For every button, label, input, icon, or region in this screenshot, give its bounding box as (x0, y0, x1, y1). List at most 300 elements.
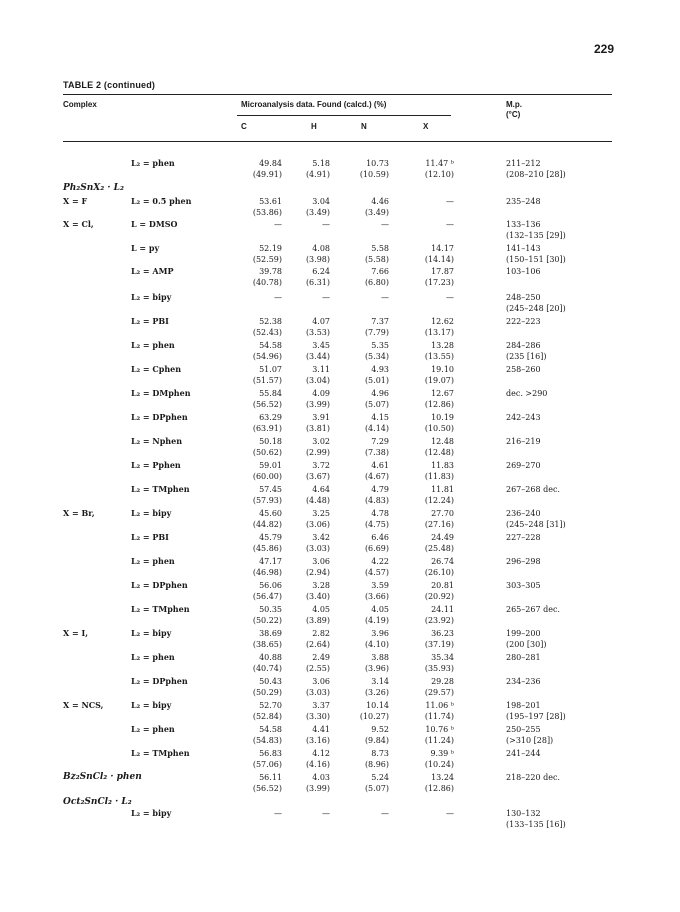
table-row (0, 292, 680, 318)
cell-c-found: 52.19 (259, 244, 282, 253)
cell-mp-calc: (245–248 [20]) (506, 304, 566, 313)
cell-n-found: 4.22 (371, 557, 389, 566)
cell-x-found: 27.70 (431, 509, 454, 518)
row-ligand: L₂ = Nphen (131, 436, 183, 446)
cell-mp-calc: (195–197 [28]) (506, 712, 566, 721)
cell-c-found: 55.84 (259, 389, 282, 398)
cell-c-found: 51.07 (259, 365, 282, 374)
cell-n-found: — (381, 220, 389, 229)
cell-n-found: 7.29 (371, 437, 389, 446)
table-row (0, 484, 680, 510)
cell-x-calc: (20.92) (424, 592, 454, 601)
cell-x-calc: (23.92) (424, 616, 454, 625)
row-ligand: L₂ = bipy (131, 808, 172, 818)
cell-n-calc: (4.19) (364, 616, 389, 625)
cell-c-found: — (274, 293, 282, 302)
table-row (0, 532, 680, 558)
cell-c-found: 63.29 (259, 413, 282, 422)
cell-mp-found: 234–236 (506, 677, 541, 686)
cell-h-calc: (3.30) (305, 712, 330, 721)
cell-h-calc: (3.99) (305, 784, 330, 793)
cell-h-found: 3.06 (312, 677, 330, 686)
cell-n-calc: (3.96) (364, 664, 389, 673)
table-row (0, 808, 680, 834)
cell-mp-found: 267–268 dec. (506, 485, 560, 494)
cell-x-calc: (11.24) (424, 736, 454, 745)
cell-h-found: 2.49 (312, 653, 330, 662)
cell-x-calc: (29.57) (424, 688, 454, 697)
row-ligand: L₂ = PBI (131, 532, 169, 542)
cell-mp-found: 198–201 (506, 701, 541, 710)
cell-x-calc: (12.24) (424, 496, 454, 505)
cell-mp-calc: (235 [16]) (506, 352, 547, 361)
cell-x-found: — (446, 293, 454, 302)
row-group: X = Cl, (63, 219, 94, 229)
cell-h-found: 3.91 (312, 413, 330, 422)
cell-c-calc: (50.29) (252, 688, 282, 697)
cell-h-found: 4.07 (312, 317, 330, 326)
row-ligand: L₂ = DPphen (131, 580, 188, 590)
cell-c-calc: (54.83) (252, 736, 282, 745)
table-row (0, 158, 680, 184)
cell-x-calc: (35.93) (424, 664, 454, 673)
cell-n-found: 3.96 (371, 629, 389, 638)
cell-n-calc: (4.14) (364, 424, 389, 433)
cell-c-calc: (44.82) (252, 520, 282, 529)
row-group: Ph₂SnX₂ · L₂ (63, 183, 124, 193)
cell-c-calc: (63.91) (252, 424, 282, 433)
cell-x-found: — (446, 220, 454, 229)
cell-mp-found: 269–270 (506, 461, 541, 470)
cell-mp-found: 280–281 (506, 653, 541, 662)
cell-c-found: 40.88 (259, 653, 282, 662)
cell-mp-found: 265–267 dec. (506, 605, 560, 614)
cell-c-calc: (57.06) (252, 760, 282, 769)
cell-n-found: 6.46 (371, 533, 389, 542)
cell-h-found: 4.12 (312, 749, 330, 758)
cell-h-found: 3.42 (312, 533, 330, 542)
row-ligand: L₂ = 0.5 phen (131, 196, 192, 206)
cell-x-found: 20.81 (431, 581, 454, 590)
cell-c-found: 59.01 (259, 461, 282, 470)
cell-h-calc: (4.91) (305, 170, 330, 179)
cell-n-found: 5.58 (371, 244, 389, 253)
cell-h-calc: (3.03) (305, 544, 330, 553)
cell-mp-calc: (132–135 [29]) (506, 231, 566, 240)
cell-x-calc: (14.14) (424, 255, 454, 264)
cell-n-calc: (4.83) (364, 496, 389, 505)
cell-c-found: 47.17 (259, 557, 282, 566)
cell-h-found: 3.28 (312, 581, 330, 590)
cell-c-calc: (56.47) (252, 592, 282, 601)
page-number: 229 (594, 42, 615, 56)
cell-x-calc: (11.74) (424, 712, 454, 721)
cell-x-calc: (37.19) (424, 640, 454, 649)
cell-n-found: — (381, 809, 389, 818)
row-ligand: L₂ = TMphen (131, 748, 190, 758)
cell-x-found: — (446, 809, 454, 818)
cell-mp-calc: (200 [30]) (506, 640, 547, 649)
cell-c-found: 57.45 (259, 485, 282, 494)
cell-h-found: — (322, 809, 330, 818)
cell-c-found: 52.70 (259, 701, 282, 710)
cell-h-found: 4.08 (312, 244, 330, 253)
cell-h-calc: (2.55) (305, 664, 330, 673)
cell-h-calc: (4.48) (305, 496, 330, 505)
cell-c-calc: (57.93) (252, 496, 282, 505)
cell-n-found: 4.93 (371, 365, 389, 374)
cell-x-calc: (12.86) (424, 400, 454, 409)
cell-h-found: 3.02 (312, 437, 330, 446)
cell-n-calc: (4.75) (364, 520, 389, 529)
header-complex: Complex (63, 100, 97, 109)
row-ligand: L = py (131, 243, 160, 253)
cell-c-calc: (52.59) (252, 255, 282, 264)
cell-x-found: 26.74 (431, 557, 454, 566)
cell-c-calc: (53.86) (252, 208, 282, 217)
cell-n-calc: (5.34) (364, 352, 389, 361)
cell-h-calc: (3.16) (305, 736, 330, 745)
cell-c-calc: (56.52) (252, 400, 282, 409)
row-group: X = I, (63, 628, 89, 638)
row-ligand: L₂ = phen (131, 724, 175, 734)
cell-mp-found: 211–212 (506, 159, 541, 168)
cell-h-found: 4.09 (312, 389, 330, 398)
cell-c-calc: (60.00) (252, 472, 282, 481)
cell-x-found: 10.76 ᵇ (425, 725, 454, 734)
cell-n-found: 4.79 (371, 485, 389, 494)
cell-mp-found: 296–298 (506, 557, 541, 566)
cell-c-calc: (40.74) (252, 664, 282, 673)
cell-c-calc: (45.86) (252, 544, 282, 553)
cell-n-found: 4.78 (371, 509, 389, 518)
cell-x-found: 11.81 (431, 485, 454, 494)
row-ligand: L₂ = Cphen (131, 364, 182, 374)
cell-h-found: 6.24 (312, 267, 330, 276)
row-ligand: L₂ = DPphen (131, 676, 188, 686)
row-group: Oct₂SnCl₂ · L₂ (63, 797, 132, 807)
row-ligand: L = DMSO (131, 219, 178, 229)
cell-x-calc: (12.48) (424, 448, 454, 457)
cell-c-found: — (274, 220, 282, 229)
cell-n-found: 9.52 (371, 725, 389, 734)
cell-c-found: 49.84 (259, 159, 282, 168)
cell-x-found: 14.17 (431, 244, 454, 253)
cell-h-found: 3.11 (312, 365, 330, 374)
table-caption: TABLE 2 (continued) (63, 80, 156, 90)
cell-n-found: 7.66 (371, 267, 389, 276)
cell-h-found: 4.05 (312, 605, 330, 614)
cell-x-found: 9.39 ᵇ (430, 749, 454, 758)
cell-h-calc: (4.16) (305, 760, 330, 769)
row-ligand: L₂ = TMphen (131, 604, 190, 614)
table-row (0, 700, 680, 726)
table-row (0, 628, 680, 654)
cell-n-found: 5.24 (371, 773, 389, 782)
cell-h-calc: (3.89) (305, 616, 330, 625)
cell-c-found: 45.79 (259, 533, 282, 542)
cell-n-found: 4.61 (371, 461, 389, 470)
row-ligand: L₂ = bipy (131, 700, 172, 710)
cell-x-found: 17.87 (431, 267, 454, 276)
row-ligand: L₂ = bipy (131, 292, 172, 302)
cell-h-found: 3.72 (312, 461, 330, 470)
cell-c-calc: (40.78) (252, 278, 282, 287)
cell-c-calc: (50.22) (252, 616, 282, 625)
cell-mp-found: dec. >290 (506, 389, 548, 398)
cell-h-calc: (3.67) (305, 472, 330, 481)
table-row (0, 580, 680, 606)
cell-h-found: 4.03 (312, 773, 330, 782)
cell-n-calc: (10.27) (359, 712, 389, 721)
table-row (0, 266, 680, 292)
cell-x-found: 12.48 (431, 437, 454, 446)
cell-n-found: 3.14 (371, 677, 389, 686)
table-row (0, 508, 680, 534)
cell-n-found: 10.14 (366, 701, 389, 710)
cell-n-calc: (5.07) (364, 400, 389, 409)
cell-n-found: — (381, 293, 389, 302)
cell-n-calc: (7.79) (364, 328, 389, 337)
cell-n-found: 8.73 (371, 749, 389, 758)
cell-h-found: 4.41 (312, 725, 330, 734)
cell-h-found: 5.18 (312, 159, 330, 168)
cell-x-found: 12.62 (431, 317, 454, 326)
header-x: X (423, 122, 429, 131)
cell-x-calc: (10.24) (424, 760, 454, 769)
cell-x-found: 29.28 (431, 677, 454, 686)
cell-h-calc: (3.03) (305, 688, 330, 697)
cell-h-calc: (2.64) (305, 640, 330, 649)
header-n: N (361, 122, 367, 131)
cell-x-found: 11.47 ᵇ (425, 159, 454, 168)
cell-n-found: 5.35 (371, 341, 389, 350)
cell-h-calc: (3.99) (305, 400, 330, 409)
cell-n-calc: (7.38) (364, 448, 389, 457)
cell-h-calc: (3.04) (305, 376, 330, 385)
table-row (0, 340, 680, 366)
cell-h-found: 4.64 (312, 485, 330, 494)
cell-n-found: 4.46 (371, 197, 389, 206)
cell-n-calc: (5.01) (364, 376, 389, 385)
header-mp: M.p. (506, 100, 522, 109)
cell-c-found: 45.60 (259, 509, 282, 518)
cell-mp-found: 103–106 (506, 267, 541, 276)
cell-c-found: 53.61 (259, 197, 282, 206)
cell-x-found: 10.19 (431, 413, 454, 422)
cell-c-calc: (51.57) (252, 376, 282, 385)
row-ligand: L₂ = DMphen (131, 388, 191, 398)
cell-c-found: 56.11 (259, 773, 282, 782)
table-row (0, 364, 680, 390)
table-row (0, 388, 680, 414)
cell-x-found: 24.49 (431, 533, 454, 542)
cell-x-calc: (19.07) (424, 376, 454, 385)
cell-c-calc: (38.65) (252, 640, 282, 649)
cell-x-calc: (13.17) (424, 328, 454, 337)
cell-h-calc: (3.06) (305, 520, 330, 529)
cell-h-calc: (6.31) (305, 278, 330, 287)
cell-n-calc: (4.10) (364, 640, 389, 649)
cell-mp-found: 133–136 (506, 220, 541, 229)
cell-mp-found: 303–305 (506, 581, 541, 590)
cell-mp-found: 199–200 (506, 629, 541, 638)
cell-c-found: 50.35 (259, 605, 282, 614)
table-row (0, 652, 680, 678)
table-row (0, 676, 680, 702)
cell-x-found: 36.23 (431, 629, 454, 638)
cell-c-calc: (49.91) (252, 170, 282, 179)
cell-c-found: 50.18 (259, 437, 282, 446)
cell-h-found: 3.06 (312, 557, 330, 566)
cell-n-found: 4.15 (371, 413, 389, 422)
cell-h-calc: (3.44) (305, 352, 330, 361)
cell-mp-found: 235–248 (506, 197, 541, 206)
cell-x-calc: (26.10) (424, 568, 454, 577)
cell-mp-found: 141–143 (506, 244, 541, 253)
table-row (0, 316, 680, 342)
row-ligand: L₂ = Pphen (131, 460, 181, 470)
cell-h-found: 3.45 (312, 341, 330, 350)
cell-c-found: 54.58 (259, 725, 282, 734)
cell-n-found: 7.37 (371, 317, 389, 326)
cell-c-calc: (46.98) (252, 568, 282, 577)
cell-h-calc: (2.99) (305, 448, 330, 457)
cell-mp-calc: (208–210 [28]) (506, 170, 566, 179)
table-row (0, 724, 680, 750)
cell-n-calc: (5.58) (364, 255, 389, 264)
row-ligand: L₂ = phen (131, 158, 175, 168)
cell-x-calc: (11.83) (424, 472, 454, 481)
row-ligand: L₂ = phen (131, 556, 175, 566)
cell-mp-found: 284–286 (506, 341, 541, 350)
cell-x-found: 11.06 ᵇ (425, 701, 454, 710)
cell-n-found: 3.88 (371, 653, 389, 662)
cell-n-calc: (4.67) (364, 472, 389, 481)
cell-h-calc: (2.94) (305, 568, 330, 577)
cell-c-calc: (52.43) (252, 328, 282, 337)
row-group: X = Br, (63, 508, 95, 518)
table-row (0, 412, 680, 438)
cell-c-found: 39.78 (259, 267, 282, 276)
cell-mp-found: 130–132 (506, 809, 541, 818)
cell-x-found: 13.28 (431, 341, 454, 350)
cell-n-calc: (4.57) (364, 568, 389, 577)
cell-mp-found: 250–255 (506, 725, 541, 734)
row-group: X = NCS, (63, 700, 104, 710)
row-ligand: L₂ = phen (131, 340, 175, 350)
cell-n-calc: (3.49) (364, 208, 389, 217)
cell-c-found: 56.83 (259, 749, 282, 758)
cell-mp-found: 222–223 (506, 317, 541, 326)
cell-x-found: 19.10 (431, 365, 454, 374)
cell-x-calc: (12.86) (424, 784, 454, 793)
cell-c-found: 54.58 (259, 341, 282, 350)
cell-c-calc: (50.62) (252, 448, 282, 457)
cell-x-found: 13.24 (431, 773, 454, 782)
cell-h-found: 2.82 (312, 629, 330, 638)
row-ligand: L₂ = PBI (131, 316, 169, 326)
cell-x-found: 24.11 (431, 605, 454, 614)
cell-h-calc: (3.98) (305, 255, 330, 264)
cell-mp-found: 258–260 (506, 365, 541, 374)
cell-mp-calc: (>310 [28]) (506, 736, 554, 745)
cell-mp-found: 248–250 (506, 293, 541, 302)
row-ligand: L₂ = bipy (131, 508, 172, 518)
cell-x-calc: (27.16) (424, 520, 454, 529)
cell-mp-found: 227–228 (506, 533, 541, 542)
header-microanalysis: Microanalysis data. Found (calcd.) (%) (241, 100, 387, 109)
cell-mp-found: 242–243 (506, 413, 541, 422)
cell-n-calc: (3.26) (364, 688, 389, 697)
cell-x-found: 11.83 (431, 461, 454, 470)
cell-n-calc: (9.84) (364, 736, 389, 745)
cell-h-calc: (3.53) (305, 328, 330, 337)
cell-c-found: 56.06 (259, 581, 282, 590)
cell-n-calc: (6.69) (364, 544, 389, 553)
table-row (0, 219, 680, 245)
cell-c-calc: (56.52) (252, 784, 282, 793)
cell-c-calc: (54.96) (252, 352, 282, 361)
row-group: Bz₂SnCl₂ · phen (63, 772, 142, 782)
cell-x-calc: (12.10) (424, 170, 454, 179)
cell-mp-calc: (245–248 [31]) (506, 520, 566, 529)
cell-mp-found: 236–240 (506, 509, 541, 518)
cell-x-calc: (10.50) (424, 424, 454, 433)
cell-h-calc: (3.81) (305, 424, 330, 433)
header-c: C (241, 122, 247, 131)
header-mp-unit: (°C) (506, 110, 521, 119)
cell-h-calc: (3.49) (305, 208, 330, 217)
row-group: X = F (63, 196, 88, 206)
table-row (0, 748, 680, 774)
cell-n-found: 10.73 (366, 159, 389, 168)
cell-mp-calc: (133–135 [16]) (506, 820, 566, 829)
cell-h-found: 3.04 (312, 197, 330, 206)
cell-mp-calc: (150–151 [30]) (506, 255, 566, 264)
cell-n-found: 4.96 (371, 389, 389, 398)
cell-n-found: 3.59 (371, 581, 389, 590)
table-row (0, 436, 680, 462)
cell-h-calc: (3.40) (305, 592, 330, 601)
cell-h-found: 3.37 (312, 701, 330, 710)
cell-mp-found: 218–220 dec. (506, 773, 560, 782)
cell-n-found: 4.05 (371, 605, 389, 614)
cell-x-calc: (25.48) (424, 544, 454, 553)
row-ligand: L₂ = phen (131, 652, 175, 662)
cell-mp-found: 241–244 (506, 749, 541, 758)
row-ligand: L₂ = bipy (131, 628, 172, 638)
cell-c-calc: (52.84) (252, 712, 282, 721)
cell-n-calc: (3.66) (364, 592, 389, 601)
cell-c-found: — (274, 809, 282, 818)
row-ligand: L₂ = AMP (131, 266, 174, 276)
table-row (0, 556, 680, 582)
cell-c-found: 52.38 (259, 317, 282, 326)
cell-n-calc: (6.80) (364, 278, 389, 287)
cell-x-found: 12.67 (431, 389, 454, 398)
cell-mp-found: 216–219 (506, 437, 541, 446)
cell-h-found: — (322, 220, 330, 229)
cell-x-calc: (17.23) (424, 278, 454, 287)
cell-x-found: 35.34 (431, 653, 454, 662)
cell-h-found: 3.25 (312, 509, 330, 518)
cell-n-calc: (5.07) (364, 784, 389, 793)
header-h: H (311, 122, 317, 131)
table-row (0, 460, 680, 486)
cell-x-calc: (13.55) (424, 352, 454, 361)
cell-n-calc: (8.96) (364, 760, 389, 769)
